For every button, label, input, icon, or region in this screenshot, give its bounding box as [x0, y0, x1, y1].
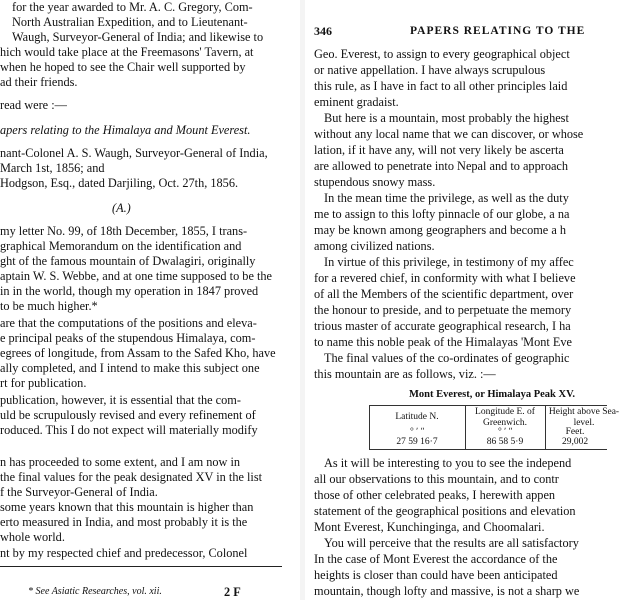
text-line: uld be scrupulously revised and every refinement of: [0, 408, 256, 422]
table-rule: [369, 405, 607, 406]
text-line: North Australian Expedition, and to Lieutenant-: [12, 15, 248, 29]
text-line: to name this noble peak of the Himalayas 'Mont Eve: [314, 335, 572, 349]
text-line: Geo. Everest, to assign to every geographical object: [314, 47, 570, 61]
section-letter: (A.): [112, 201, 131, 215]
table-title: Mont Everest, or Himalaya Peak XV.: [409, 389, 575, 400]
right-page: [305, 0, 620, 600]
page-number: 346: [314, 24, 332, 38]
text-line: eminent gradaist.: [314, 95, 399, 109]
table-unit: ° ʹ ʺ: [409, 427, 425, 437]
footnote: * See Asiatic Researches, vol. xii.: [28, 586, 162, 597]
text-line: are allowed to penetrate into Nepal and to approach: [314, 159, 569, 173]
text-line: Hodgson, Esq., dated Darjiling, Oct. 27th, 1856.: [0, 176, 239, 190]
text-line: But here is a mountain, most probably the highest: [324, 111, 569, 125]
text-line: rt for publication.: [0, 376, 87, 390]
table-rule: [369, 449, 607, 450]
text-line: without any local name that we can discover, or whose: [314, 127, 584, 141]
text-line: ally completed, and I intend to make this subject one: [0, 361, 260, 375]
table-header: Longitude E. of Greenwich.: [475, 407, 535, 428]
text-line: ad their friends.: [0, 75, 78, 89]
text-line: among civilized nations.: [314, 239, 435, 253]
text-line: are that the computations of the positions and eleva-: [0, 316, 257, 330]
text-line: all our observations to this mountain, and to contr: [314, 472, 559, 486]
running-head: PAPERS RELATING TO THE: [410, 25, 586, 37]
text-line: the honour to preside, and to perpetuate the memory: [314, 303, 572, 317]
text-line: nant-Colonel A. S. Waugh, Surveyor-General of India,: [0, 146, 268, 160]
text-line: March 1st, 1856; and: [0, 161, 105, 175]
text-line: egrees of longitude, from Assam to the Safed Kho, have: [0, 346, 276, 360]
text-line: nt by my respected chief and predecessor, Colonel: [0, 546, 248, 560]
text-line: of all the Members of the scientific department, over: [314, 287, 574, 301]
footnote-rule: [0, 566, 282, 567]
text-line: stupendous snowy mass.: [314, 175, 436, 189]
table-cell: 86 58 5·9: [486, 437, 524, 447]
text-line: me to assign to this lofty pinnacle of our globe, a na: [314, 207, 570, 221]
text-line: for the year awarded to Mr. A. C. Gregory, Com-: [12, 0, 253, 14]
text-line: You will perceive that the results are all satisfactory: [324, 536, 579, 550]
text-line: or native appellation. I have always scrupulous: [314, 63, 546, 77]
text-line: Waugh, Surveyor-General of India; and likewise to: [12, 30, 264, 44]
text-line: mountain, though lofty and massive, is not a sharp we: [314, 584, 580, 598]
text-line: In the mean time the privilege, as well as the duty: [324, 191, 569, 205]
text-line: this rule, as I have in fact to all other principles laid: [314, 79, 568, 93]
text-line: f the Surveyor-General of India.: [0, 485, 158, 499]
text-line: erto measured in India, and most probably it is the: [0, 515, 248, 529]
text-line: graphical Memorandum on the identification and: [0, 239, 242, 253]
text-line: ght of the famous mountain of Dwalagiri, originally: [0, 254, 256, 268]
text-line: hich would take place at the Freemasons' Tavern, at: [0, 45, 254, 59]
table-header: Latitude N.: [395, 412, 439, 422]
text-line: n has proceeded to some extent, and I am now in: [0, 455, 241, 469]
text-line: lation, if it have any, will not very likely be ascerta: [314, 143, 564, 157]
section-title: apers relating to the Himalaya and Mount Everest.: [0, 123, 251, 137]
text-line: heights is closer than could have been anticipated: [314, 568, 558, 582]
text-line: my letter No. 99, of 18th December, 1855, I trans-: [0, 224, 248, 238]
text-line: whole world.: [0, 530, 65, 544]
table-header: Height above Sea-level.: [548, 407, 620, 428]
text-line: In virtue of this privilege, in testimony of my affec: [324, 255, 574, 269]
text-line: Mont Everest, Kunchinginga, and Choomalari.: [314, 520, 545, 534]
text-line: publication, however, it is essential that the com-: [0, 393, 241, 407]
signature-mark: 2 F: [224, 585, 241, 599]
text-line: some years known that this mountain is higher than: [0, 500, 254, 514]
text-line: read were :—: [0, 98, 67, 112]
table-cell: 29,002: [561, 437, 589, 447]
text-line: e principal peaks of the stupendous Himalaya, com-: [0, 331, 256, 345]
text-line: may be known among geographers and become a h: [314, 223, 567, 237]
table-unit: Feet.: [565, 427, 585, 437]
text-line: trious master of accurate geographical research, I ha: [314, 319, 571, 333]
text-line: statement of the geographical positions and elevation: [314, 504, 576, 518]
text-line: this mountain are as follows, viz. :—: [314, 367, 496, 381]
text-line: As it will be interesting to you to see the independ: [324, 456, 572, 470]
text-line: aptain W. S. Webbe, and at one time supposed to be the: [0, 269, 272, 283]
text-line: those of other celebrated peaks, I herewith appen: [314, 488, 556, 502]
text-line: in in the world, though my operation in 1847 proved: [0, 284, 259, 298]
text-line: to be much higher.*: [0, 299, 98, 313]
text-line: The final values of the co-ordinates of geographic: [324, 351, 570, 365]
table-unit: ° ʹ ʺ: [497, 427, 513, 437]
text-line: roduced. This I do not expect will materially modify: [0, 423, 258, 437]
text-line: when he hoped to see the Chair well supported by: [0, 60, 246, 74]
table-cell: 27 59 16·7: [396, 437, 438, 447]
text-line: the final values for the peak designated XV in the list: [0, 470, 263, 484]
text-line: In the case of Mont Everest the accordance of the: [314, 552, 558, 566]
left-page: [0, 0, 300, 600]
text-line: for a revered chief, in conformity with what I believe: [314, 271, 576, 285]
